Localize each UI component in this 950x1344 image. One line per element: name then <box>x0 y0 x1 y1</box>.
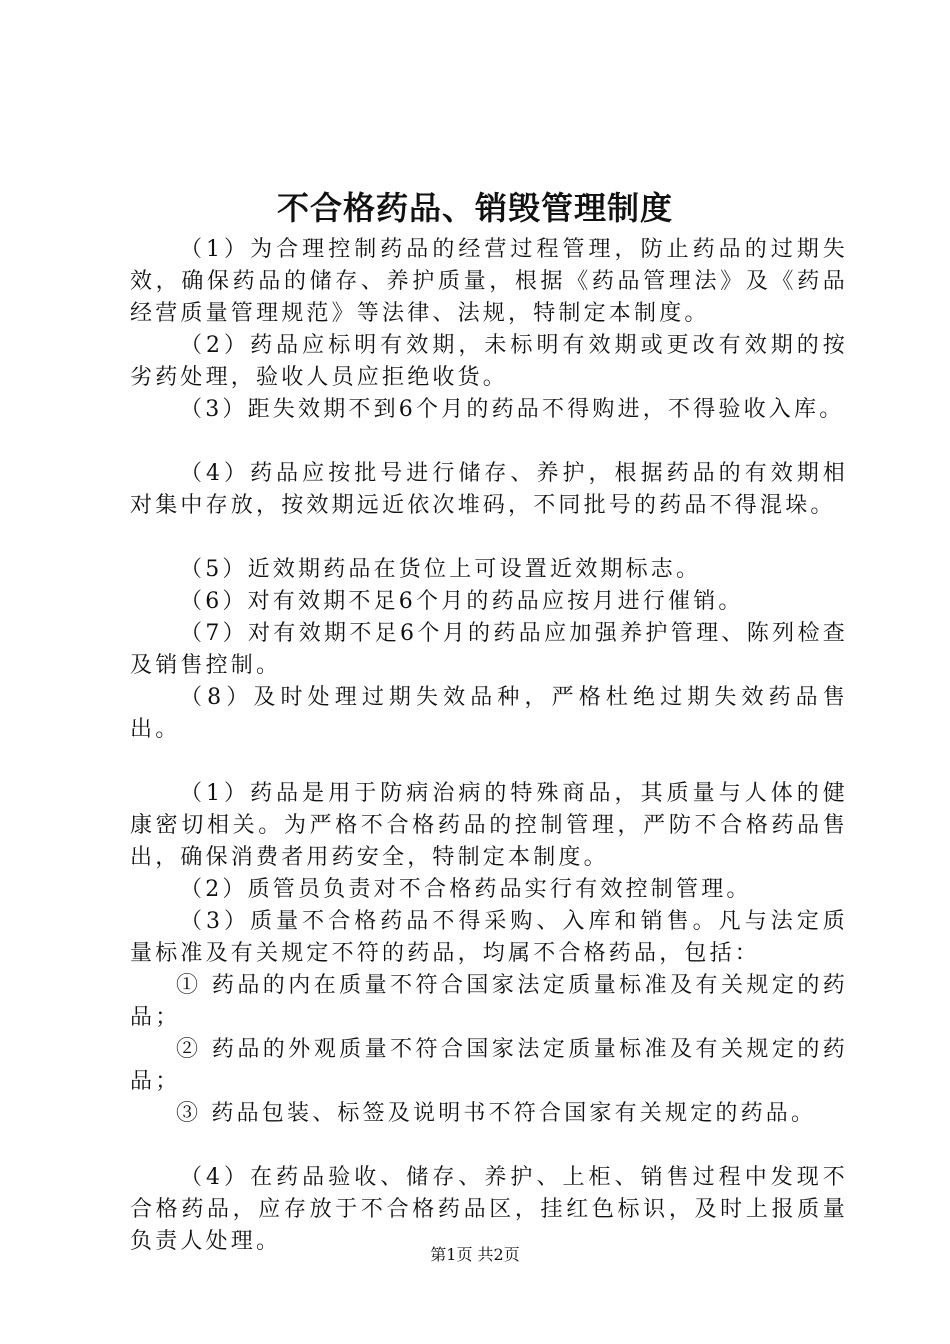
list-item: ③ 药品包装、标签及说明书不符合国家有关规定的药品。 <box>176 1101 817 1126</box>
paragraph: （6）对有效期不足6个月的药品应按月进行催销。 <box>180 589 744 614</box>
paragraph: （2）质管员负责对不合格药品实行有效控制管理。 <box>180 877 752 902</box>
paragraph: （8）及时处理过期失效品种，严格杜绝过期失效药品售出。 <box>130 685 848 742</box>
document-body <box>130 234 848 1258</box>
paragraph: （1）为合理控制药品的经营过程管理，防止药品的过期失效，确保药品的储存、养护质量，根据《药品管理法》及《药品经营质量管理规范》等法律、法规，特制定本制度。 <box>130 237 848 326</box>
paragraph: （7）对有效期不足6个月的药品应加强养护管理、陈列检查及销售控制。 <box>130 621 848 678</box>
paragraph: （4）在药品验收、储存、养护、上柜、销售过程中发现不合格药品，应存放于不合格药品区，挂红色标识，及时上报质量负责人处理。 <box>130 1165 848 1254</box>
paragraph: （3）距失效期不到6个月的药品不得购进，不得验收入库。 <box>180 397 845 422</box>
paragraph: （1）药品是用于防病治病的特殊商品，其质量与人体的健康密切相关。为严格不合格药品的控制管理，严防不合格药品售出，确保消费者用药安全，特制定本制度。 <box>130 781 848 870</box>
page-footer: 第1页 共2页 <box>430 1245 520 1264</box>
paragraph: （2）药品应标明有效期，未标明有效期或更改有效期的按劣药处理，验收人员应拒绝收货。 <box>130 333 848 390</box>
paragraph: （3）质量不合格药品不得采购、入库和销售。凡与法定质量标准及有关规定不符的药品，均属不合格药品，包括： <box>130 909 848 966</box>
list-item: ① 药品的内在质量不符合国家法定质量标准及有关规定的药品； <box>130 973 848 1030</box>
paragraph: （5）近效期药品在货位上可设置近效期标志。 <box>180 557 702 582</box>
document-title: 不合格药品、销毁管理制度 <box>276 189 673 227</box>
list-item: ② 药品的外观质量不符合国家法定质量标准及有关规定的药品； <box>130 1037 848 1094</box>
paragraph: （4）药品应按批号进行储存、养护，根据药品的有效期相对集中存放，按效期远近依次堆码，不同批号的药品不得混垛。 <box>130 461 848 518</box>
